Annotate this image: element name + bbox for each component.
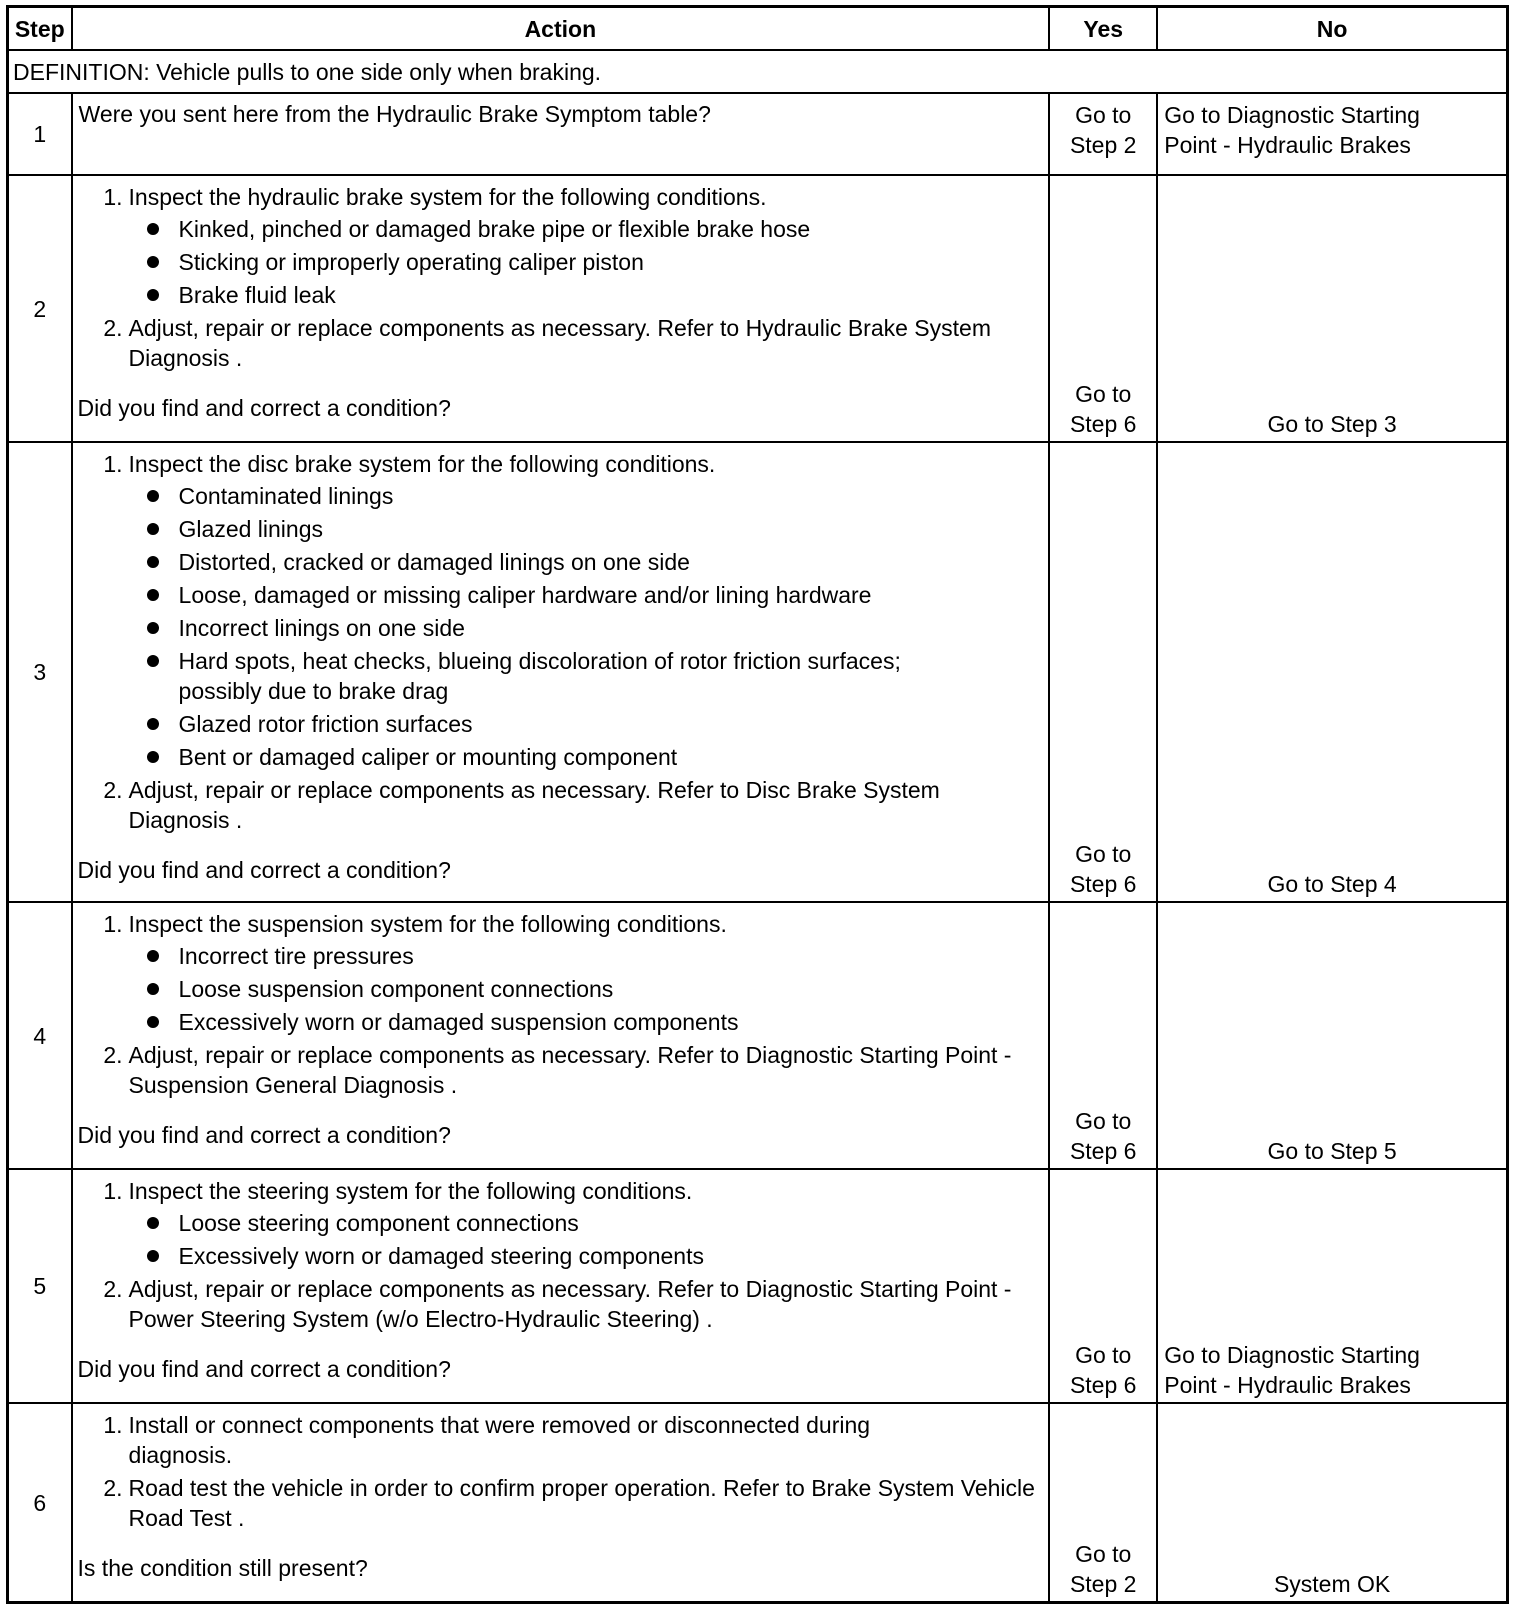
header-no: No <box>1157 7 1507 51</box>
no-cell <box>1157 1403 1507 1603</box>
yes-cell <box>1049 442 1157 902</box>
item-number: 2. <box>103 1475 123 1501</box>
condition-item: Loose suspension component connections <box>179 974 1043 1004</box>
procedure-item <box>103 775 1043 835</box>
no-link[interactable]: Go to Step 4 <box>1267 871 1397 897</box>
condition-item: Incorrect tire pressures <box>179 941 1043 971</box>
question-text: Is the condition still present? <box>77 1555 368 1581</box>
procedure-item <box>103 909 1043 1037</box>
step-number: 2 <box>8 175 72 442</box>
no-cell <box>1157 442 1507 902</box>
no-link[interactable]: Go to Diagnostic Starting Point - Hydraulic Brakes <box>1164 1342 1420 1398</box>
condition-item: Excessively worn or damaged steering components <box>179 1241 1043 1271</box>
no-cell <box>1157 175 1507 442</box>
procedure-item <box>103 1274 1043 1334</box>
condition-item: Loose steering component connections <box>179 1208 1043 1238</box>
procedure-list <box>79 1176 1043 1334</box>
procedure-item <box>103 1473 1043 1533</box>
yes-link[interactable]: Go to Step 6 <box>1069 1342 1137 1398</box>
yes-cell <box>1049 1169 1157 1403</box>
item-number: 2. <box>103 315 123 341</box>
action-cell <box>72 902 1050 1169</box>
procedure-item <box>103 1410 1043 1470</box>
step-number: 6 <box>8 1403 72 1603</box>
header-row <box>8 7 1508 51</box>
action-cell <box>72 1403 1050 1603</box>
item-number: 1. <box>103 1412 123 1438</box>
item-text: Install or connect components that were removed or disconnected during diagnosis. <box>128 1412 871 1468</box>
condition-list <box>129 481 1043 772</box>
yes-link[interactable]: Go to Step 6 <box>1069 841 1137 897</box>
no-link[interactable]: Go to Step 5 <box>1267 1138 1397 1164</box>
step-number: 4 <box>8 902 72 1169</box>
table-row <box>8 442 1508 902</box>
procedure-item <box>103 1040 1043 1100</box>
question-text: Were you sent here from the Hydraulic Brake Symptom table? <box>78 101 711 127</box>
yes-link[interactable]: Go to Step 2 <box>1069 1541 1137 1597</box>
action-cell <box>72 442 1050 902</box>
condition-item: Brake fluid leak <box>179 280 1043 310</box>
item-text: Inspect the disc brake system for the following conditions. <box>128 451 716 477</box>
condition-item: Loose, damaged or missing caliper hardware and/or lining hardware <box>179 580 1043 610</box>
procedure-list <box>79 449 1043 835</box>
procedure-list <box>79 182 1043 373</box>
condition-item: Bent or damaged caliper or mounting component <box>179 742 1043 772</box>
item-number: 2. <box>103 1276 123 1302</box>
condition-item: Contaminated linings <box>179 481 1043 511</box>
no-link[interactable]: System OK <box>1273 1571 1391 1597</box>
item-number: 1. <box>103 184 123 210</box>
no-link[interactable]: Go to Step 3 <box>1267 411 1397 437</box>
yes-cell <box>1049 175 1157 442</box>
item-text: Inspect the hydraulic brake system for the following conditions. <box>128 184 767 210</box>
condition-item: Glazed rotor friction surfaces <box>179 709 1043 739</box>
item-text: Road test the vehicle in order to confirm proper operation. Refer to Brake System Vehicle Road Test . <box>128 1475 1035 1531</box>
yes-cell <box>1049 93 1157 175</box>
condition-item: Kinked, pinched or damaged brake pipe or flexible brake hose <box>179 214 1043 244</box>
item-number: 2. <box>103 777 123 803</box>
no-cell <box>1157 93 1507 175</box>
action-cell <box>72 93 1050 175</box>
item-text: Adjust, repair or replace components as necessary. Refer to Diagnostic Starting Point - Suspension General Diagnosis . <box>128 1042 1012 1098</box>
condition-list <box>129 1208 1043 1271</box>
table-row <box>8 902 1508 1169</box>
item-number: 1. <box>103 911 123 937</box>
no-link[interactable]: Go to Diagnostic Starting Point - Hydraulic Brakes <box>1164 102 1420 158</box>
step-number: 1 <box>8 93 72 175</box>
item-text: Adjust, repair or replace components as necessary. Refer to Disc Brake System Diagnosis . <box>128 777 940 833</box>
question-text: Did you find and correct a condition? <box>77 857 451 883</box>
procedure-item <box>103 182 1043 310</box>
question-text: Did you find and correct a condition? <box>77 395 451 421</box>
step-number: 5 <box>8 1169 72 1403</box>
condition-item: Excessively worn or damaged suspension components <box>179 1007 1043 1037</box>
definition-text: DEFINITION: Vehicle pulls to one side only when braking. <box>8 50 1508 93</box>
item-text: Adjust, repair or replace components as necessary. Refer to Hydraulic Brake System Diagnosis . <box>128 315 991 371</box>
yes-cell <box>1049 1403 1157 1603</box>
procedure-item <box>103 449 1043 772</box>
condition-item: Incorrect linings on one side <box>179 613 1043 643</box>
header-yes: Yes <box>1049 7 1157 51</box>
item-number: 2. <box>103 1042 123 1068</box>
condition-list <box>129 941 1043 1037</box>
procedure-list <box>79 1410 1043 1533</box>
procedure-item <box>103 313 1043 373</box>
table-row <box>8 1403 1508 1603</box>
no-cell <box>1157 1169 1507 1403</box>
yes-cell <box>1049 902 1157 1169</box>
header-step: Step <box>8 7 72 51</box>
table-row <box>8 175 1508 442</box>
item-text: Inspect the steering system for the following conditions. <box>128 1178 693 1204</box>
action-cell <box>72 1169 1050 1403</box>
item-number: 1. <box>103 1178 123 1204</box>
diagnostic-table <box>6 5 1509 1604</box>
definition-row <box>8 50 1508 93</box>
condition-item: Distorted, cracked or damaged linings on one side <box>179 547 1043 577</box>
item-number: 1. <box>103 451 123 477</box>
question-text: Did you find and correct a condition? <box>77 1122 451 1148</box>
table-row <box>8 1169 1508 1403</box>
question-text: Did you find and correct a condition? <box>77 1356 451 1382</box>
step-number: 3 <box>8 442 72 902</box>
table-row <box>8 93 1508 175</box>
procedure-list <box>79 909 1043 1100</box>
header-action: Action <box>72 7 1050 51</box>
yes-link[interactable]: Go to Step 6 <box>1069 381 1137 437</box>
action-cell <box>72 175 1050 442</box>
yes-link[interactable]: Go to Step 2 <box>1069 102 1137 158</box>
condition-list <box>129 214 1043 310</box>
procedure-item <box>103 1176 1043 1271</box>
no-cell <box>1157 902 1507 1169</box>
condition-item: Sticking or improperly operating caliper piston <box>179 247 1043 277</box>
yes-link[interactable]: Go to Step 6 <box>1069 1108 1137 1164</box>
condition-item: Hard spots, heat checks, blueing discoloration of rotor friction surfaces; possibly due to brake drag <box>179 646 1043 706</box>
condition-item: Glazed linings <box>179 514 1043 544</box>
item-text: Adjust, repair or replace components as necessary. Refer to Diagnostic Starting Point - Power Steering System (w/o Electro-Hydraulic Steering) . <box>128 1276 1012 1332</box>
item-text: Inspect the suspension system for the following conditions. <box>128 911 727 937</box>
